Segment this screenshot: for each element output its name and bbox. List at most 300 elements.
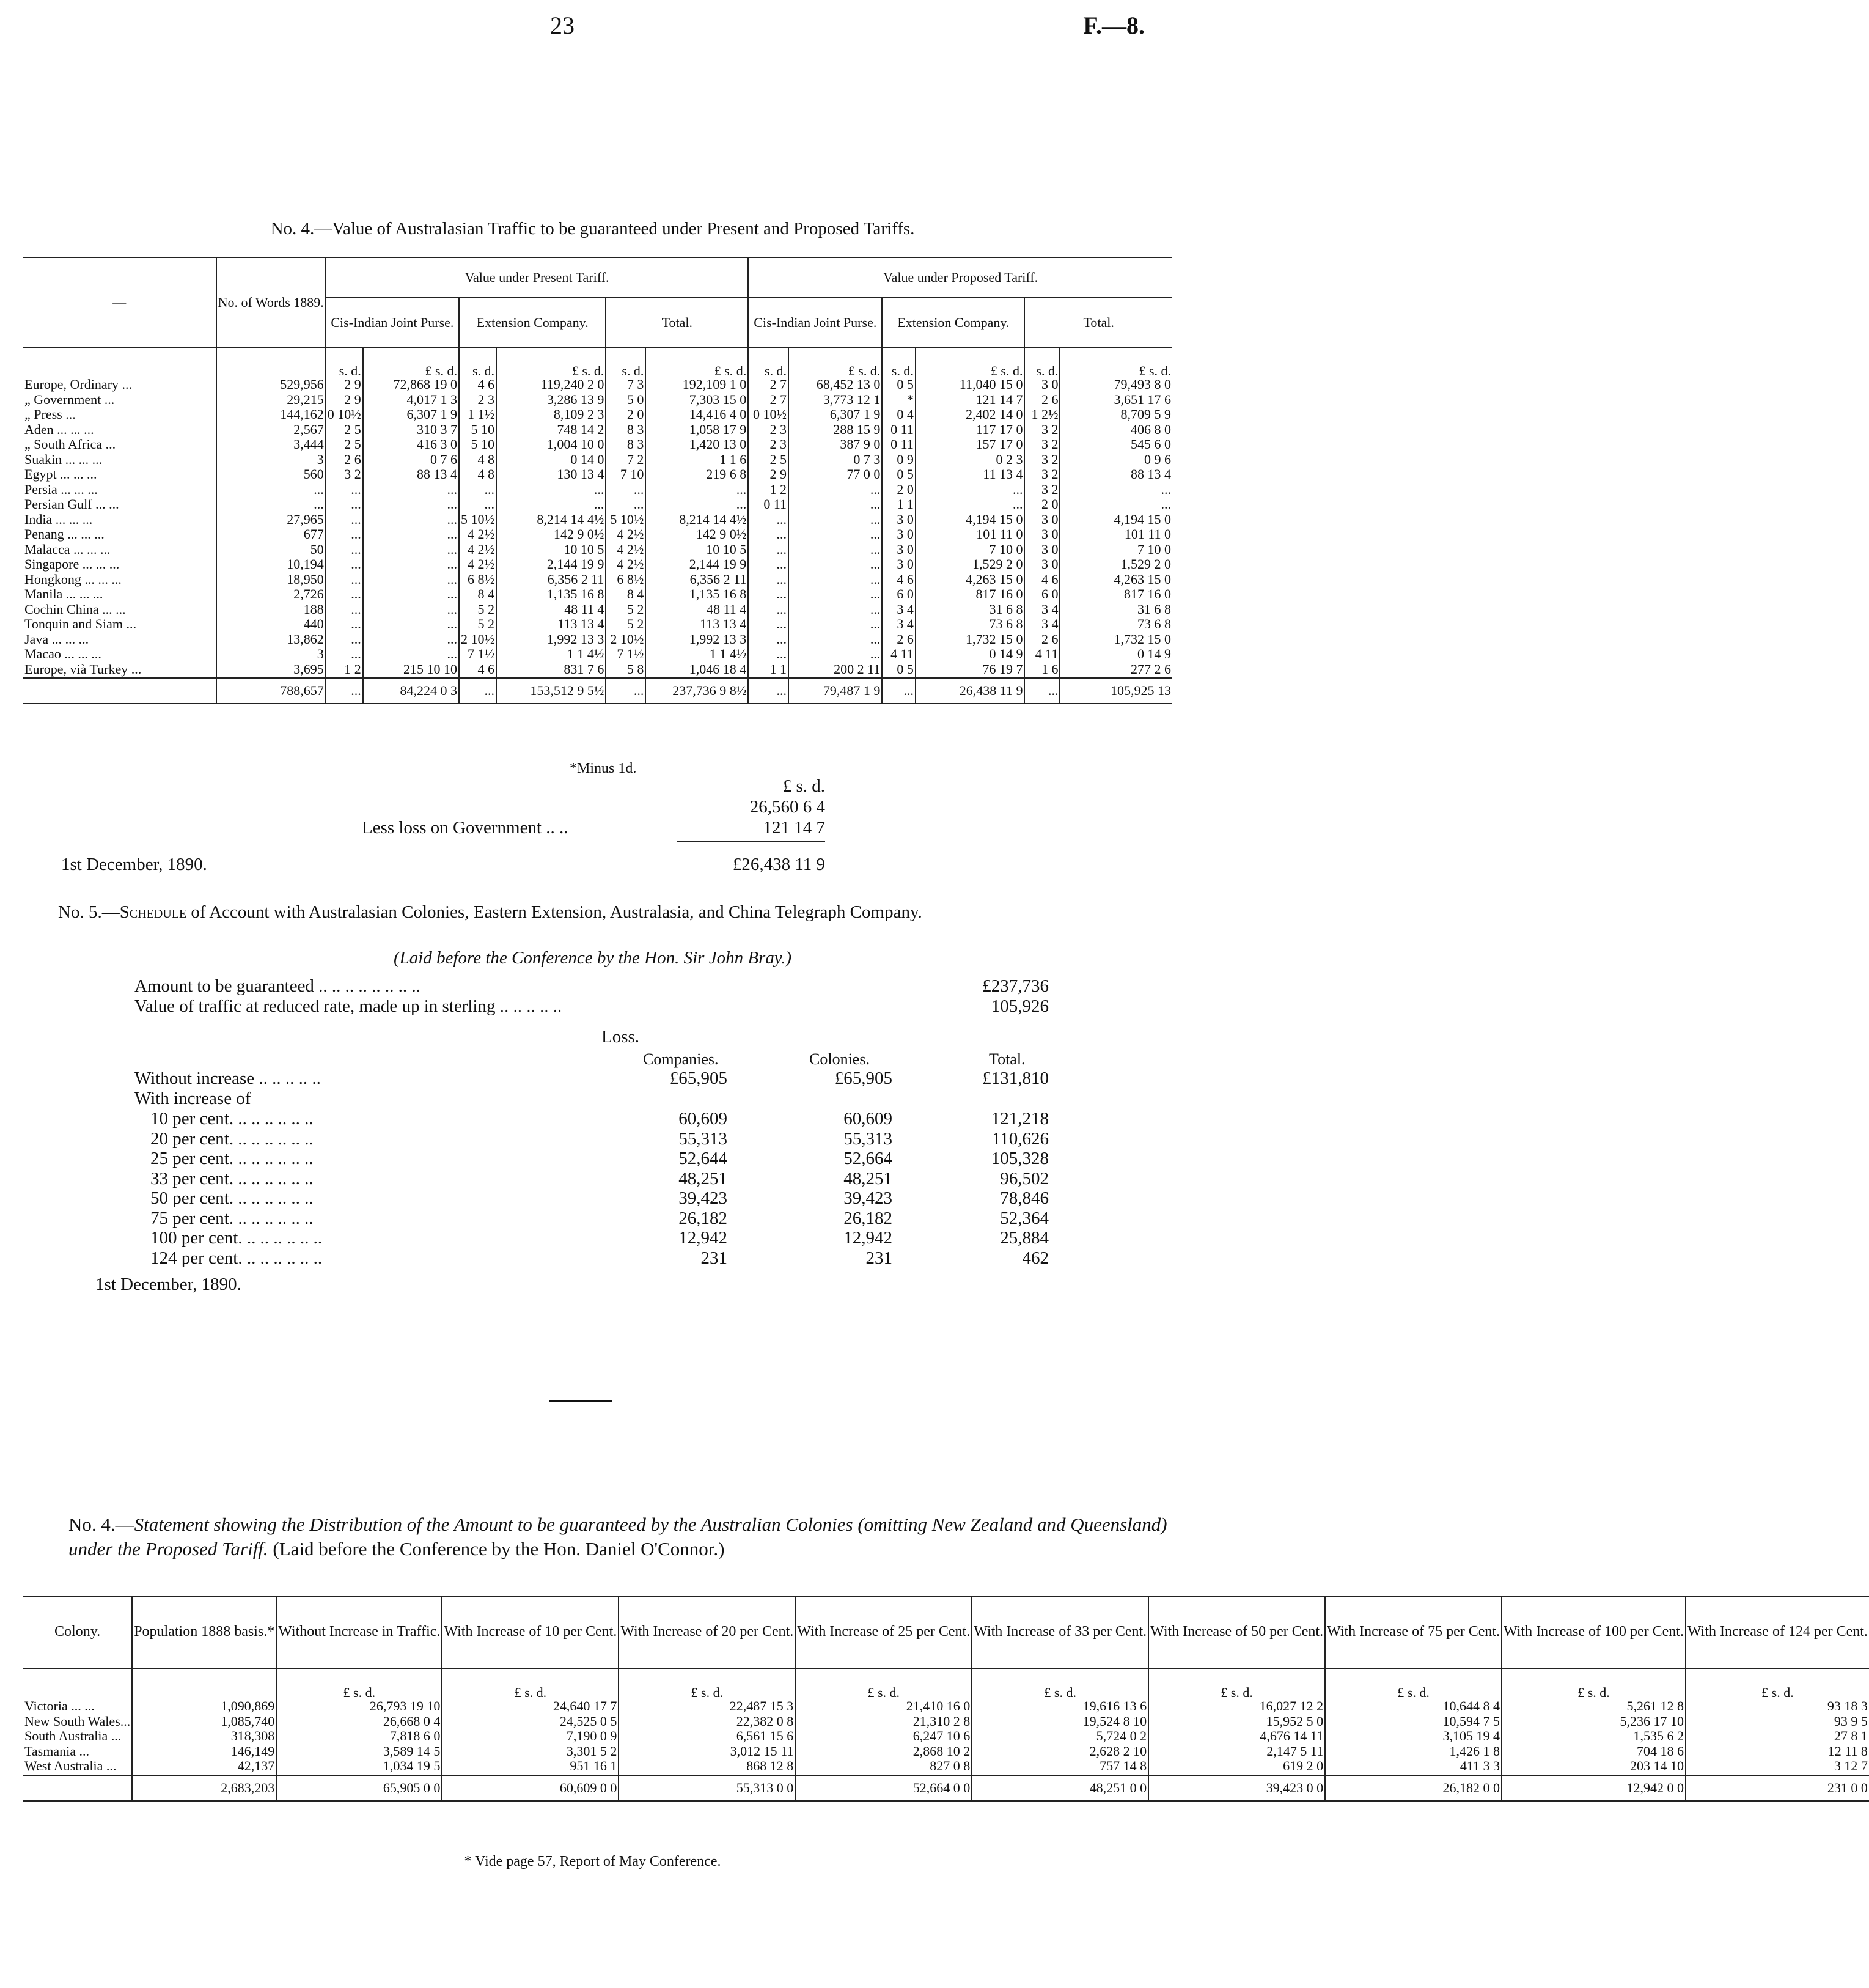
prop-cis-amount: ...	[788, 603, 882, 618]
prop-total-rate: 3 2	[1024, 423, 1060, 438]
prop-ext-amount: ...	[916, 483, 1025, 498]
inc-100: 5,261 12 8	[1502, 1699, 1686, 1715]
section-divider	[549, 1400, 612, 1402]
units-lsd: £ s. d.	[972, 1668, 1148, 1699]
summary-date: 1st December, 1890.	[61, 855, 207, 874]
prop-total-rate: 1 2½	[1024, 408, 1060, 423]
cis-rate: 2 6	[326, 453, 363, 468]
total-rate: 5 10½	[606, 513, 645, 528]
percent-label: 50 per cent. .. .. .. .. .. ..	[150, 1188, 314, 1208]
total-prop-total-amount: 105,925 13	[1060, 678, 1172, 704]
ext-rate: 6 8½	[459, 573, 496, 588]
words: 3,444	[216, 438, 326, 453]
prop-ext-rate: 3 0	[882, 543, 916, 558]
ext-amount: 1,992 13 3	[496, 633, 606, 648]
loss-companies: 60,609	[678, 1109, 727, 1128]
traffic-value: 105,926	[991, 996, 1049, 1016]
prop-total-amount: 406 8 0	[1060, 423, 1172, 438]
prop-ext-amount: 1,529 2 0	[916, 558, 1025, 573]
ext-amount: 0 14 0	[496, 453, 606, 468]
cis-amount: 416 3 0	[363, 438, 459, 453]
prop-ext-rate: 0 4	[882, 408, 916, 423]
header-10: With Increase of 10 per Cent.	[442, 1596, 619, 1668]
colony: South Australia ...	[24, 1728, 122, 1743]
units-lsd: £ s. d.	[1686, 1668, 1869, 1699]
ext-amount: 2,144 19 9	[496, 558, 606, 573]
cis-amount: 6,307 1 9	[363, 408, 459, 423]
summary-rule	[677, 841, 825, 842]
colony: Victoria ... ...	[24, 1698, 95, 1714]
ext-amount: ...	[496, 498, 606, 513]
prop-ext-rate: 0 5	[882, 378, 916, 393]
prop-total-rate: 3 2	[1024, 483, 1060, 498]
total-amount: 1 1 6	[645, 453, 748, 468]
units-sd: s. d.	[606, 348, 645, 378]
prop-ext-rate: *	[882, 393, 916, 408]
inc-10: 3,301 5 2	[442, 1745, 619, 1760]
prop-total-rate: 2 6	[1024, 393, 1060, 408]
inc-124: 93 9 5	[1686, 1715, 1869, 1730]
without: 26,793 19 10	[276, 1699, 442, 1715]
inc-10: 24,525 0 5	[442, 1715, 619, 1730]
cis-amount: ...	[363, 647, 459, 663]
without-companies: £65,905	[669, 1069, 727, 1088]
prop-cis-rate: 2 9	[748, 468, 788, 483]
total-rate: 5 2	[606, 603, 645, 618]
cis-amount: ...	[363, 617, 459, 633]
loss-companies: 26,182	[678, 1208, 727, 1228]
words: 3	[216, 453, 326, 468]
colony: West Australia ...	[24, 1758, 117, 1773]
row-label: Suakin ... ... ...	[24, 451, 103, 467]
total-rate: 8 4	[606, 587, 645, 603]
population: 42,137	[132, 1759, 276, 1775]
prop-cis-rate: ...	[748, 587, 788, 603]
col-total: Total.	[989, 1050, 1026, 1068]
loss-companies: 52,644	[678, 1149, 727, 1168]
prop-total-rate: 3 0	[1024, 513, 1060, 528]
summary-line3: £26,438 11 9	[732, 855, 825, 874]
row-label: Macao ... ... ...	[24, 646, 101, 661]
inc-20: 22,382 0 8	[619, 1715, 795, 1730]
prop-cis-rate: ...	[748, 633, 788, 648]
prop-ext-amount: 2,402 14 0	[916, 408, 1025, 423]
loss-colonies: 48,251	[843, 1168, 892, 1188]
total-row	[23, 1775, 1869, 1801]
prop-cis-rate: 2 5	[748, 453, 788, 468]
schedule5-subtitle: (Laid before the Conference by the Hon. Sir John Bray.)	[393, 948, 791, 968]
total-amount: 1,058 17 9	[645, 423, 748, 438]
row-label: Europe, Ordinary ...	[24, 377, 132, 392]
loss-companies: 12,942	[678, 1228, 727, 1248]
prop-ext-rate: 0 9	[882, 453, 916, 468]
total-amount: 1,420 13 0	[645, 438, 748, 453]
prop-total-amount: 4,194 15 0	[1060, 513, 1172, 528]
inc-33: 5,724 0 2	[972, 1729, 1148, 1745]
schedule5-title	[58, 901, 1128, 923]
cis-rate: 2 9	[326, 393, 363, 408]
guaranteed-value: £237,736	[982, 976, 1049, 996]
prop-ext-rate: 4 11	[882, 647, 916, 663]
table-row	[23, 438, 1172, 453]
row-label: Tonquin and Siam ...	[24, 616, 137, 631]
row-label: „ Press ...	[24, 407, 76, 422]
table-row	[23, 633, 1172, 648]
ext-amount: 113 13 4	[496, 617, 606, 633]
ext-rate: 8 4	[459, 587, 496, 603]
cis-amount: ...	[363, 587, 459, 603]
inc-20: 3,012 15 11	[619, 1745, 795, 1760]
guaranteed-label: Amount to be guaranteed .. .. .. .. .. .. .. ..	[134, 976, 420, 996]
prop-ext-amount: 31 6 8	[916, 603, 1025, 618]
units-blank	[23, 1668, 132, 1699]
words: 677	[216, 528, 326, 543]
loss-colonies: 39,423	[843, 1188, 892, 1208]
percent-label: 10 per cent. .. .. .. .. .. ..	[150, 1109, 314, 1128]
total-inc-33: 48,251 0 0	[972, 1775, 1148, 1801]
ext-amount: 130 13 4	[496, 468, 606, 483]
ext-rate: ...	[459, 498, 496, 513]
ext-rate: 2 3	[459, 393, 496, 408]
total-inc-100: 12,942 0 0	[1502, 1775, 1686, 1801]
prop-cis-rate: ...	[748, 543, 788, 558]
prop-cis-rate: 1 1	[748, 663, 788, 679]
row-label: Persian Gulf ... ...	[24, 496, 119, 512]
prop-ext-rate: 3 4	[882, 603, 916, 618]
table6-title-italic: Statement showing the Distribution of the Amount to be guaranteed by the Australian Colonies (omitting New Zealand and Queensland) under the Proposed Tariff.	[68, 1514, 1167, 1560]
cis-amount: ...	[363, 633, 459, 648]
ext-rate: 2 10½	[459, 633, 496, 648]
ext-amount: 1,135 16 8	[496, 587, 606, 603]
cis-amount: ...	[363, 483, 459, 498]
total-row	[23, 678, 1172, 704]
header-100: With Increase of 100 per Cent.	[1502, 1596, 1686, 1668]
cis-rate: ...	[326, 543, 363, 558]
cis-amount: ...	[363, 528, 459, 543]
table-row	[23, 378, 1172, 393]
row-label: India ... ... ...	[24, 511, 93, 527]
cis-amount: 88 13 4	[363, 468, 459, 483]
words: 188	[216, 603, 326, 618]
total-amount: ...	[645, 498, 748, 513]
prop-total-rate: 4 6	[1024, 573, 1060, 588]
inc-124: 12 11 8	[1686, 1745, 1869, 1760]
loss-colonies: 52,664	[843, 1149, 892, 1168]
ext-rate: 5 2	[459, 617, 496, 633]
units-lsd: £ s. d.	[795, 1668, 972, 1699]
row-label: „ South Africa ...	[24, 436, 116, 452]
prop-cis-rate: ...	[748, 647, 788, 663]
prop-ext-amount: 4,263 15 0	[916, 573, 1025, 588]
prop-total-rate: 3 0	[1024, 528, 1060, 543]
prop-ext-amount: 11,040 15 0	[916, 378, 1025, 393]
cis-amount: ...	[363, 558, 459, 573]
total-inc-75: 26,182 0 0	[1325, 1775, 1502, 1801]
inc-75: 411 3 3	[1325, 1759, 1502, 1775]
loss-colonies: 231	[865, 1248, 892, 1268]
header-present: Value under Present Tariff.	[326, 257, 749, 298]
prop-total-rate: 3 4	[1024, 617, 1060, 633]
total-amount: 2,144 19 9	[645, 558, 748, 573]
cis-rate: ...	[326, 558, 363, 573]
inc-100: 203 14 10	[1502, 1759, 1686, 1775]
table-row	[23, 647, 1172, 663]
prop-cis-amount: ...	[788, 587, 882, 603]
prop-ext-amount: 76 19 7	[916, 663, 1025, 679]
table6-title-lead: No. 4.—	[68, 1514, 134, 1535]
colony: New South Wales...	[24, 1713, 131, 1729]
row-label: Egypt ... ... ...	[24, 466, 97, 482]
loss-total: 96,502	[1000, 1168, 1049, 1188]
summary-line1: 26,560 6 4	[749, 797, 825, 817]
words: ...	[216, 483, 326, 498]
without-label: Without increase .. .. .. .. ..	[134, 1069, 321, 1088]
minus-note: *Minus 1d.	[570, 760, 637, 776]
prop-ext-amount: 157 17 0	[916, 438, 1025, 453]
words: 560	[216, 468, 326, 483]
row-label: Aden ... ... ...	[24, 421, 94, 437]
units-sd: s. d.	[326, 348, 363, 378]
units-blank	[216, 348, 326, 378]
loss-colonies: 26,182	[843, 1208, 892, 1228]
prop-total-amount: 4,263 15 0	[1060, 573, 1172, 588]
prop-ext-amount: 0 14 9	[916, 647, 1025, 663]
prop-cis-rate: 1 2	[748, 483, 788, 498]
header-present-ext: Extension Company.	[459, 298, 606, 348]
words: 50	[216, 543, 326, 558]
inc-75: 3,105 19 4	[1325, 1729, 1502, 1745]
words: 2,726	[216, 587, 326, 603]
total-rate: 8 3	[606, 438, 645, 453]
table-row	[23, 1745, 1869, 1760]
cis-rate: 0 10½	[326, 408, 363, 423]
ext-amount: 1 1 4½	[496, 647, 606, 663]
percent-label: 33 per cent. .. .. .. .. .. ..	[150, 1168, 314, 1188]
header-proposed-ext: Extension Company.	[882, 298, 1024, 348]
total-prop-ext-amount: 26,438 11 9	[916, 678, 1025, 704]
total-population: 2,683,203	[132, 1775, 276, 1801]
prop-total-rate: 3 2	[1024, 438, 1060, 453]
prop-total-amount: 7 10 0	[1060, 543, 1172, 558]
summary-less-label: Less loss on Government .. ..	[362, 818, 568, 838]
prop-cis-amount: 77 0 0	[788, 468, 882, 483]
inc-100: 5,236 17 10	[1502, 1715, 1686, 1730]
header-33: With Increase of 33 per Cent.	[972, 1596, 1148, 1668]
percent-label: 20 per cent. .. .. .. .. .. ..	[150, 1128, 314, 1149]
total-total-rate: ...	[606, 678, 645, 704]
table-row	[23, 617, 1172, 633]
cis-rate: ...	[326, 633, 363, 648]
prop-cis-amount: ...	[788, 647, 882, 663]
row-label: Java ... ... ...	[24, 631, 89, 647]
prop-total-rate: 1 6	[1024, 663, 1060, 679]
units-lsd: £ s. d.	[442, 1668, 619, 1699]
words: 29,215	[216, 393, 326, 408]
total-amount: 1 1 4½	[645, 647, 748, 663]
prop-total-rate: 3 2	[1024, 453, 1060, 468]
inc-33: 2,628 2 10	[972, 1745, 1148, 1760]
distribution-table	[23, 1596, 1869, 1802]
table-row	[23, 408, 1172, 423]
ext-rate: 4 6	[459, 663, 496, 679]
header-words: No. of Words 1889.	[216, 257, 326, 348]
percent-label: 100 per cent. .. .. .. .. .. ..	[150, 1228, 323, 1248]
cis-rate: ...	[326, 573, 363, 588]
cis-amount: 310 3 7	[363, 423, 459, 438]
prop-ext-amount: 0 2 3	[916, 453, 1025, 468]
inc-20: 22,487 15 3	[619, 1699, 795, 1715]
prop-cis-rate: ...	[748, 573, 788, 588]
prop-ext-rate: 2 0	[882, 483, 916, 498]
row-label: Manila ... ... ...	[24, 586, 103, 602]
total-amount: 6,356 2 11	[645, 573, 748, 588]
table-row	[23, 468, 1172, 483]
schedule5-title-sc: Schedule	[119, 902, 187, 922]
table-row	[23, 453, 1172, 468]
prop-total-amount: 0 14 9	[1060, 647, 1172, 663]
inc-124: 27 8 1	[1686, 1729, 1869, 1745]
words: 27,965	[216, 513, 326, 528]
units-sd: s. d.	[882, 348, 916, 378]
prop-ext-amount: 7 10 0	[916, 543, 1025, 558]
ext-rate: 5 2	[459, 603, 496, 618]
cis-rate: ...	[326, 513, 363, 528]
row-label: Singapore ... ... ...	[24, 556, 120, 572]
loss-total: 25,884	[1000, 1228, 1049, 1248]
total-rate: 2 0	[606, 408, 645, 423]
inc-25: 827 0 8	[795, 1759, 972, 1775]
total-rate: ...	[606, 483, 645, 498]
prop-ext-rate: 2 6	[882, 633, 916, 648]
loss-companies: 55,313	[678, 1128, 727, 1149]
inc-50: 619 2 0	[1148, 1759, 1325, 1775]
schedule5-title-prefix: No. 5.—	[58, 902, 120, 922]
prop-total-rate: 3 0	[1024, 378, 1060, 393]
prop-total-rate: 2 0	[1024, 498, 1060, 513]
inc-75: 1,426 1 8	[1325, 1745, 1502, 1760]
document-reference: F.—8.	[1083, 12, 1145, 39]
table-row	[23, 513, 1172, 528]
table-row	[23, 528, 1172, 543]
header-dash: —	[23, 257, 216, 348]
total-ext-rate: ...	[459, 678, 496, 704]
inc-100: 1,535 6 2	[1502, 1729, 1686, 1745]
table-row	[23, 603, 1172, 618]
total-words: 788,657	[216, 678, 326, 704]
ext-rate: 5 10	[459, 423, 496, 438]
percent-label: 124 per cent. .. .. .. .. .. ..	[150, 1248, 323, 1268]
prop-cis-amount: 387 9 0	[788, 438, 882, 453]
prop-cis-rate: ...	[748, 617, 788, 633]
units-sd: s. d.	[459, 348, 496, 378]
prop-ext-amount: ...	[916, 498, 1025, 513]
units-sd: s. d.	[1024, 348, 1060, 378]
words: 13,862	[216, 633, 326, 648]
inc-100: 704 18 6	[1502, 1745, 1686, 1760]
colony: Tasmania ...	[24, 1743, 89, 1759]
ext-rate: 5 10½	[459, 513, 496, 528]
total-prop-cis-rate: ...	[748, 678, 788, 704]
table4-title: No. 4.—Value of Australasian Traffic to be guaranteed under Present and Proposed Tariffs.	[270, 219, 915, 238]
prop-cis-rate: 0 11	[748, 498, 788, 513]
prop-ext-amount: 1,732 15 0	[916, 633, 1025, 648]
cis-rate: 1 2	[326, 663, 363, 679]
prop-total-amount: 31 6 8	[1060, 603, 1172, 618]
inc-20: 6,561 15 6	[619, 1729, 795, 1745]
footnote: * Vide page 57, Report of May Conference.	[464, 1854, 721, 1869]
total-amount: 7,303 15 0	[645, 393, 748, 408]
cis-amount: 215 10 10	[363, 663, 459, 679]
row-label: Europe, vià Turkey ...	[24, 661, 142, 677]
total-amount: ...	[645, 483, 748, 498]
total-amount: 113 13 4	[645, 617, 748, 633]
table-row	[23, 1729, 1869, 1745]
prop-total-amount: 277 2 6	[1060, 663, 1172, 679]
distribution-table-body	[23, 1699, 1869, 1801]
with-label: With increase of	[134, 1089, 251, 1108]
prop-total-amount: 545 6 0	[1060, 438, 1172, 453]
summary-line2: 121 14 7	[763, 818, 825, 838]
cis-amount: 4,017 1 3	[363, 393, 459, 408]
row-label: Malacca ... ... ...	[24, 541, 111, 557]
inc-50: 15,952 5 0	[1148, 1715, 1325, 1730]
total-amount: 1,046 18 4	[645, 663, 748, 679]
table-row	[23, 483, 1172, 498]
summary-units: £ s. d.	[782, 776, 825, 796]
tariff-table-body	[23, 378, 1172, 704]
row-label: Hongkong ... ... ...	[24, 571, 122, 587]
inc-25: 6,247 10 6	[795, 1729, 972, 1745]
total-amount: 10 10 5	[645, 543, 748, 558]
prop-cis-amount: 288 15 9	[788, 423, 882, 438]
words: 440	[216, 617, 326, 633]
units-lsd: £ s. d.	[619, 1668, 795, 1699]
prop-cis-amount: ...	[788, 558, 882, 573]
words: 3	[216, 647, 326, 663]
prop-cis-rate: 0 10½	[748, 408, 788, 423]
without: 1,034 19 5	[276, 1759, 442, 1775]
prop-cis-rate: ...	[748, 558, 788, 573]
prop-cis-amount: ...	[788, 633, 882, 648]
prop-total-amount: 101 11 0	[1060, 528, 1172, 543]
prop-ext-amount: 4,194 15 0	[916, 513, 1025, 528]
prop-cis-rate: ...	[748, 528, 788, 543]
prop-ext-rate: 6 0	[882, 587, 916, 603]
cis-rate: ...	[326, 528, 363, 543]
ext-rate: 4 6	[459, 378, 496, 393]
cis-rate: ...	[326, 647, 363, 663]
words: 529,956	[216, 378, 326, 393]
table-row	[23, 423, 1172, 438]
ext-amount: 119,240 2 0	[496, 378, 606, 393]
without: 26,668 0 4	[276, 1715, 442, 1730]
total-rate: ...	[606, 498, 645, 513]
prop-ext-rate: 3 4	[882, 617, 916, 633]
total-rate: 4 2½	[606, 558, 645, 573]
cis-amount: 0 7 6	[363, 453, 459, 468]
inc-25: 21,410 16 0	[795, 1699, 972, 1715]
row-label: „ Government ...	[24, 391, 115, 407]
cis-rate: ...	[326, 483, 363, 498]
inc-20: 868 12 8	[619, 1759, 795, 1775]
units-blank	[23, 348, 216, 378]
total-rate: 5 8	[606, 663, 645, 679]
table-row	[23, 558, 1172, 573]
percent-label: 75 per cent. .. .. .. .. .. ..	[150, 1208, 314, 1228]
prop-ext-amount: 101 11 0	[916, 528, 1025, 543]
total-total-amount: 237,736 9 8½	[645, 678, 748, 704]
inc-50: 4,676 14 11	[1148, 1729, 1325, 1745]
